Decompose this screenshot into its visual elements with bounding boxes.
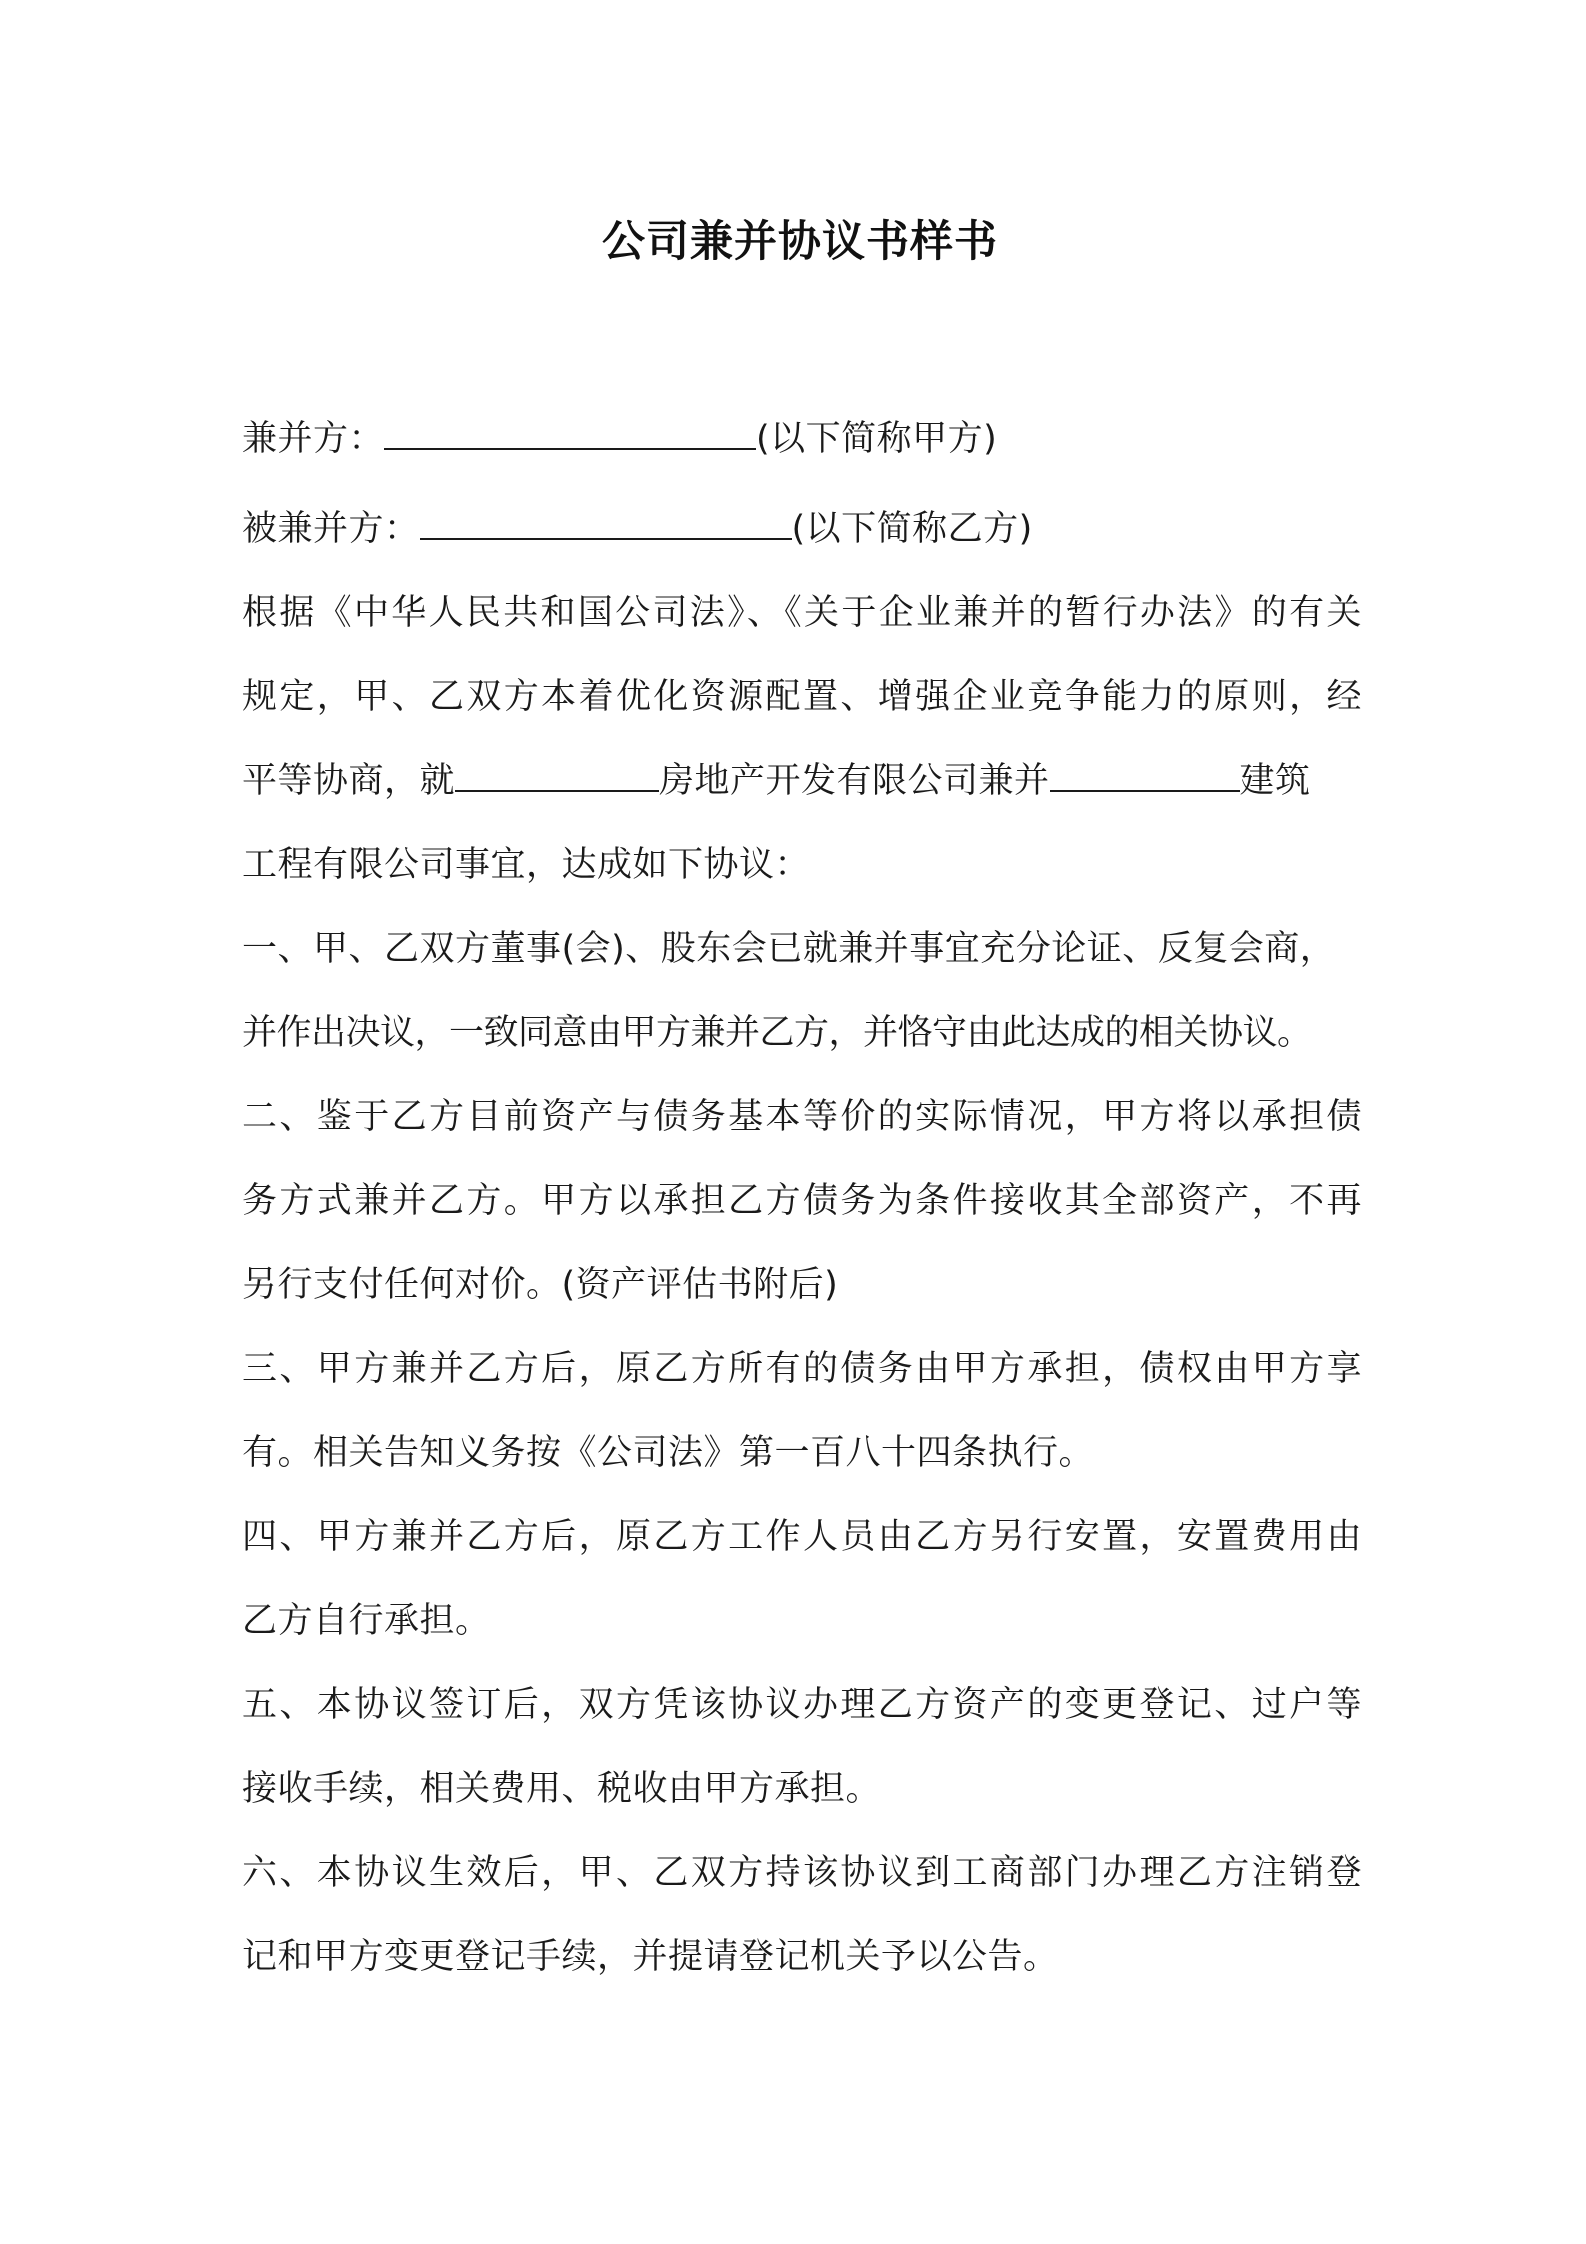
- preamble-line-3-start: 平等协商，就: [242, 761, 456, 801]
- clause-3-line-2: 有。相关告知义务按《公司法》第一百八十四条执行。: [242, 1433, 1095, 1473]
- clause-5-line-2: 接收手续，相关费用、税收由甲方承担。: [242, 1769, 882, 1809]
- acquirer-label: 兼并方：: [242, 419, 385, 459]
- target-name-blank: [420, 504, 792, 540]
- preamble-line-4: 工程有限公司事宜，达成如下协议：: [242, 845, 811, 885]
- target-suffix: (以下简称乙方): [791, 509, 1033, 549]
- page-title: 公司兼并协议书样书: [602, 217, 998, 267]
- clause-5-line-1: 五、本协议签订后，双方凭该协议办理乙方资产的变更登记、过户等: [242, 1685, 1362, 1725]
- preamble-line-2: 规定，甲、乙双方本着优化资源配置、增强企业竞争能力的原则，经: [242, 677, 1362, 717]
- acquirer-line: [242, 414, 997, 464]
- clause-2-line-2: 务方式兼并乙方。甲方以承担乙方债务为条件接收其全部资产，不再: [242, 1181, 1362, 1221]
- clause-6-line-1: 六、本协议生效后，甲、乙双方持该协议到工商部门办理乙方注销登: [242, 1853, 1362, 1893]
- clause-6-line-2: 记和甲方变更登记手续，并提请登记机关予以公告。: [242, 1937, 1059, 1977]
- preamble-line-3-middle: 房地产开发有限公司兼并: [659, 761, 1050, 801]
- preamble-line-3-end: 建筑: [1239, 761, 1311, 801]
- target-label: 被兼并方：: [242, 509, 420, 549]
- acquirer-suffix: (以下简称甲方): [756, 419, 998, 459]
- clause-1-line-1: 一、甲、乙双方董事(会)、股东会已就兼并事宜充分论证、反复会商，: [242, 929, 1336, 969]
- clause-1-line-2: 并作出决议，一致同意由甲方兼并乙方，并恪守由此达成的相关协议。: [242, 1013, 1312, 1053]
- clause-4-line-1: 四、甲方兼并乙方后，原乙方工作人员由乙方另行安置，安置费用由: [242, 1517, 1362, 1557]
- clause-3-line-1: 三、甲方兼并乙方后，原乙方所有的债务由甲方承担，债权由甲方享: [242, 1349, 1362, 1389]
- construction-company-blank: [1050, 756, 1240, 792]
- clause-4-line-2: 乙方自行承担。: [242, 1601, 491, 1641]
- clause-2-line-1: 二、鉴于乙方目前资产与债务基本等价的实际情况，甲方将以承担债: [242, 1097, 1362, 1137]
- clause-2-line-3: 另行支付任何对价。(资产评估书附后): [242, 1265, 839, 1305]
- target-line: [242, 504, 1033, 554]
- preamble-line-1: 根据《中华人民共和国公司法》、《关于企业兼并的暂行办法》的有关: [242, 593, 1362, 633]
- developer-company-blank: [455, 756, 659, 792]
- acquirer-name-blank: [384, 414, 756, 450]
- preamble-line-3: [242, 756, 1311, 806]
